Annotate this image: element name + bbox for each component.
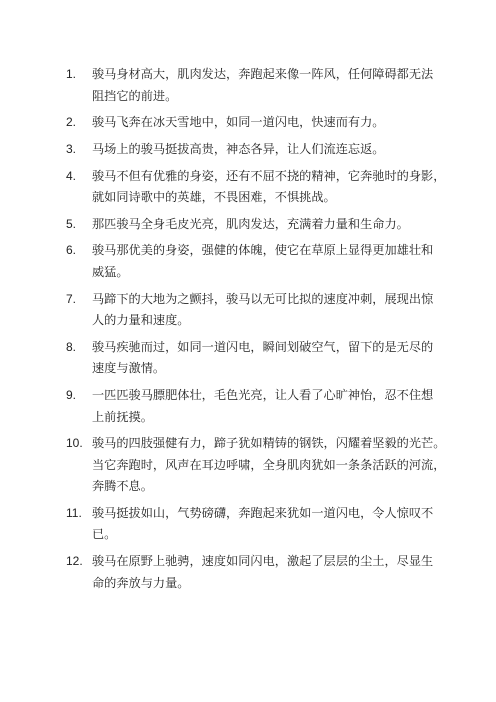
list-item [66,139,438,161]
list-item [66,337,438,380]
list-item-text-line: 威猛。 [92,264,129,279]
list-item [66,289,438,332]
list-item-text-line: 骏马不但有优雅的身姿，还有不屈不挠的精神，它奔驰时的身影， [92,168,446,183]
list-item-number: 6. [66,243,77,258]
list-item-text-line: 奔腾不息。 [92,479,153,494]
list-item [66,551,438,594]
list-item-number: 9. [66,388,77,402]
list-item-text-line: 命的奔放与力量。 [92,575,190,590]
list-item [66,503,438,546]
list-item-text-line: 当它奔跑时，风声在耳边呼啸，全身肌肉犹如一条条活跃的河流， [92,457,446,472]
list-item-text-line: 骏马的四肢强健有力，蹄子犹如精铸的钢铁，闪耀着坚毅的光芒。 [92,436,446,451]
list-item [66,64,438,107]
list-item-text-line: 骏马那优美的身姿，强健的体魄，使它在草原上显得更加雄壮和 [92,243,434,258]
list-item-text-line: 骏马飞奔在冰天雪地中，如同一道闪电，快速而有力。 [92,115,385,130]
list-item-number: 7. [66,291,77,306]
list-item-number: 2. [66,115,77,130]
list-item [66,214,438,236]
list-item-text-line: 马场上的骏马挺拔高贵，神态各异，让人们流连忘返。 [92,141,385,156]
list-item-text-line: 上前抚摸。 [92,409,153,424]
list-item-text-line: 一匹匹骏马膘肥体壮，毛色光亮，让人看了心旷神怡，忍不住想 [92,388,434,402]
list-item [66,166,446,209]
list-item-text-line: 人的力量和速度。 [92,313,190,328]
list-item [66,433,446,498]
list-item-number: 5. [66,216,77,231]
numbered-list [66,64,446,599]
list-item-number: 1. [66,67,77,81]
list-item-number: 11. [66,505,82,520]
list-item-text-line: 骏马在原野上驰骋，速度如同闪电，激起了层层的尘土，尽显生 [92,554,434,569]
list-item-text-line: 骏马疾驰而过，如同一道闪电，瞬间划破空气，留下的是无尽的 [92,339,434,354]
list-item [66,385,438,428]
list-item-text-line: 骏马身材高大，肌肉发达，奔跑起来像一阵风，任何障碍都无法 [92,67,434,81]
list-item-text-line: 马蹄下的大地为之颤抖，骏马以无可比拟的速度冲刺，展现出惊 [92,291,434,306]
list-item-text-line: 阻挡它的前进。 [92,88,178,103]
list-item [66,240,438,283]
list-item-text-line: 那匹骏马全身毛皮光亮，肌肉发达，充满着力量和生命力。 [92,216,409,231]
list-item-text-line: 就如同诗歌中的英雄，不畏困难，不惧挑战。 [92,190,336,205]
list-item-text-line: 骏马挺拔如山，气势磅礴，奔跑起来犹如一道闪电，令人惊叹不 [92,505,434,520]
list-item-text-line: 速度与激情。 [92,361,166,376]
list-item-number: 12. [66,554,83,569]
list-item-number: 8. [66,339,77,354]
list-item-number: 10. [66,436,83,451]
list-item-number: 3. [66,141,77,156]
list-item-number: 4. [66,168,77,183]
list-item [66,112,438,134]
list-item-text-line: 已。 [92,527,117,542]
